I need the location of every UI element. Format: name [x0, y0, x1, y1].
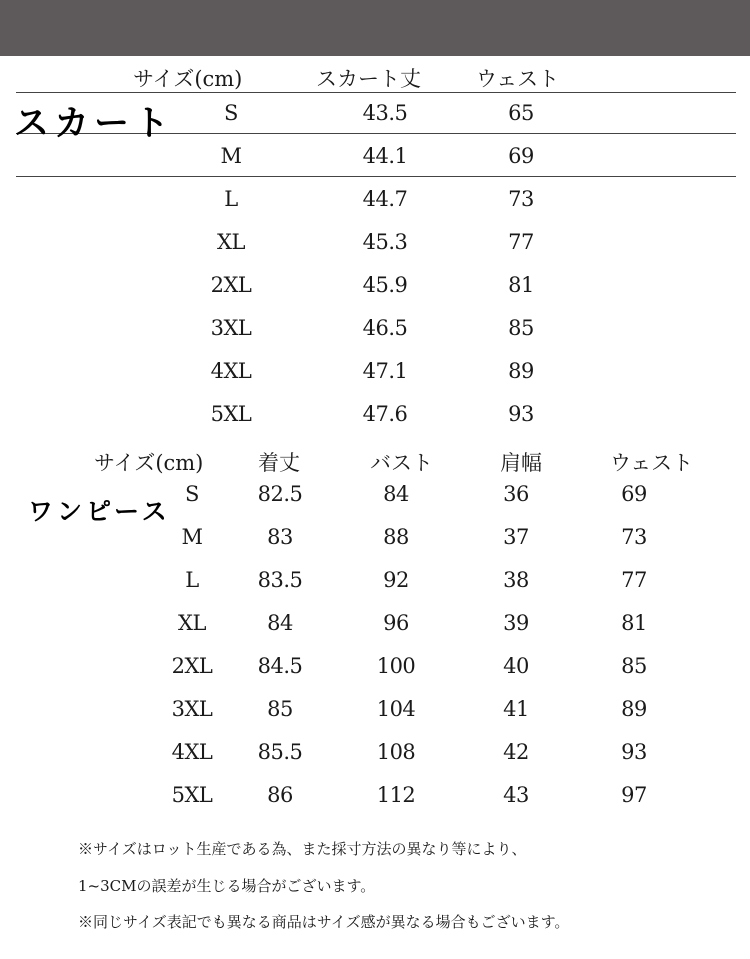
skirt-waist-cell: 93 [508, 402, 534, 426]
onepiece-section-label: ワンピース [28, 497, 171, 526]
skirt-length-cell: 45.3 [362, 230, 408, 254]
skirt-length-cell: 46.5 [362, 316, 408, 340]
onepiece-header-shoulder: 肩幅 [500, 451, 542, 475]
skirt-header-divider [16, 92, 736, 93]
onepiece-shoulder-cell: 42 [503, 740, 529, 764]
onepiece-size-cell: 2XL [171, 654, 213, 678]
onepiece-bust-cell: 100 [376, 654, 416, 678]
note-line: ※サイズはロット生産である為、また採寸方法の異なり等により、 [78, 840, 527, 858]
onepiece-shoulder-cell: 40 [503, 654, 529, 678]
onepiece-header-size: サイズ(cm) [94, 451, 204, 475]
skirt-header-length: スカート丈 [316, 67, 421, 91]
skirt-size-cell: 5XL [210, 402, 252, 426]
skirt-size-cell: S [224, 101, 238, 125]
onepiece-waist-cell: 81 [621, 611, 647, 635]
skirt-row-divider [16, 176, 736, 177]
onepiece-bust-cell: 92 [383, 568, 409, 592]
skirt-size-cell: 3XL [210, 316, 252, 340]
skirt-waist-cell: 81 [508, 273, 534, 297]
onepiece-size-cell: XL [178, 611, 206, 635]
note-line: 1~3CMの誤差が生じる場合がございます。 [78, 877, 376, 895]
skirt-header-size: サイズ(cm) [133, 67, 243, 91]
note-line: ※同じサイズ表記でも異なる商品はサイズ感が異なる場合もございます。 [78, 913, 570, 931]
skirt-size-cell: 2XL [210, 273, 252, 297]
onepiece-header-waist: ウェスト [610, 451, 694, 475]
onepiece-waist-cell: 93 [621, 740, 647, 764]
onepiece-bust-cell: 104 [376, 697, 416, 721]
skirt-section-label: スカート [14, 104, 175, 144]
skirt-waist-cell: 77 [508, 230, 534, 254]
skirt-length-cell: 47.1 [362, 359, 408, 383]
onepiece-length-cell: 85 [267, 697, 293, 721]
onepiece-waist-cell: 77 [621, 568, 647, 592]
skirt-size-cell: L [224, 187, 238, 211]
onepiece-size-cell: M [181, 525, 203, 549]
onepiece-shoulder-cell: 41 [503, 697, 529, 721]
skirt-length-cell: 44.7 [362, 187, 408, 211]
skirt-waist-cell: 85 [508, 316, 534, 340]
onepiece-size-cell: L [185, 568, 199, 592]
onepiece-shoulder-cell: 43 [503, 783, 529, 807]
onepiece-waist-cell: 85 [621, 654, 647, 678]
onepiece-bust-cell: 112 [376, 783, 416, 807]
skirt-length-cell: 47.6 [362, 402, 408, 426]
skirt-waist-cell: 69 [508, 144, 534, 168]
onepiece-shoulder-cell: 37 [503, 525, 529, 549]
onepiece-size-cell: 3XL [171, 697, 213, 721]
onepiece-waist-cell: 97 [621, 783, 647, 807]
onepiece-waist-cell: 73 [621, 525, 647, 549]
skirt-size-cell: 4XL [210, 359, 252, 383]
skirt-waist-cell: 65 [508, 101, 534, 125]
onepiece-shoulder-cell: 38 [503, 568, 529, 592]
onepiece-length-cell: 86 [267, 783, 293, 807]
onepiece-bust-cell: 108 [376, 740, 416, 764]
onepiece-header-bust: バスト [370, 451, 433, 475]
onepiece-waist-cell: 89 [621, 697, 647, 721]
skirt-header-waist: ウェスト [476, 67, 560, 91]
onepiece-shoulder-cell: 36 [503, 482, 529, 506]
onepiece-length-cell: 82.5 [257, 482, 303, 506]
onepiece-length-cell: 84.5 [257, 654, 303, 678]
onepiece-length-cell: 83 [267, 525, 293, 549]
onepiece-waist-cell: 69 [621, 482, 647, 506]
header-bar [0, 0, 750, 56]
onepiece-shoulder-cell: 39 [503, 611, 529, 635]
onepiece-size-cell: 5XL [171, 783, 213, 807]
skirt-waist-cell: 89 [508, 359, 534, 383]
skirt-waist-cell: 73 [508, 187, 534, 211]
skirt-length-cell: 43.5 [362, 101, 408, 125]
skirt-size-cell: XL [217, 230, 245, 254]
onepiece-length-cell: 85.5 [257, 740, 303, 764]
onepiece-bust-cell: 84 [383, 482, 409, 506]
onepiece-size-cell: S [185, 482, 199, 506]
onepiece-size-cell: 4XL [171, 740, 213, 764]
onepiece-bust-cell: 96 [383, 611, 409, 635]
onepiece-header-length: 着丈 [258, 451, 300, 475]
skirt-length-cell: 45.9 [362, 273, 408, 297]
onepiece-bust-cell: 88 [383, 525, 409, 549]
skirt-length-cell: 44.1 [362, 144, 408, 168]
onepiece-length-cell: 83.5 [257, 568, 303, 592]
skirt-size-cell: M [220, 144, 242, 168]
onepiece-length-cell: 84 [267, 611, 293, 635]
